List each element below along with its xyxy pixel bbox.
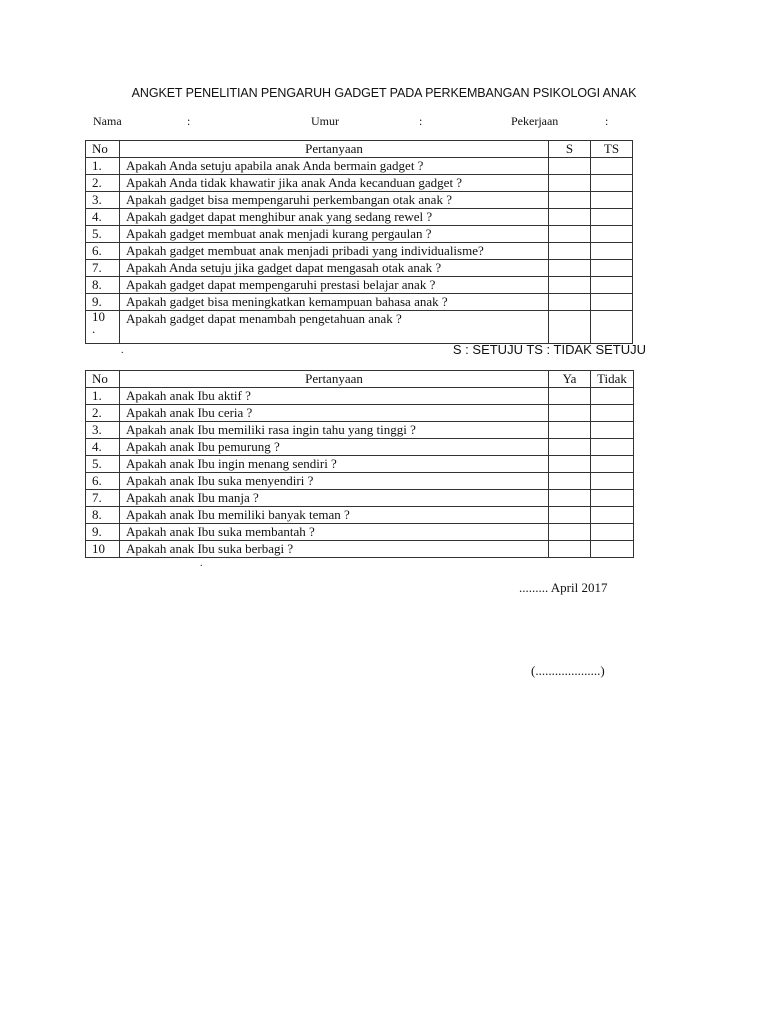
answer-cell-ya[interactable] (549, 524, 591, 541)
answer-cell-s[interactable] (549, 294, 591, 311)
answer-legend: S : SETUJU TS : TIDAK SETUJU (452, 342, 646, 357)
stray-dot: . (200, 558, 203, 569)
header-s: S (549, 141, 591, 158)
row-number: 1. (86, 388, 120, 405)
answer-cell-tidak[interactable] (591, 541, 634, 558)
table-row (86, 422, 634, 439)
row-number: 2. (86, 175, 120, 192)
answer-cell-tidak[interactable] (591, 490, 634, 507)
table-row (86, 388, 634, 405)
table-row (86, 192, 633, 209)
row-number: 3. (86, 192, 120, 209)
gadget-questions-table (85, 140, 633, 344)
answer-cell-ts[interactable] (591, 311, 633, 344)
answer-cell-ya[interactable] (549, 473, 591, 490)
answer-cell-ya[interactable] (549, 490, 591, 507)
question-text: Apakah Anda tidak khawatir jika anak Anda kecanduan gadget ? (120, 175, 549, 192)
table-row (86, 243, 633, 260)
answer-cell-s[interactable] (549, 175, 591, 192)
answer-cell-s[interactable] (549, 226, 591, 243)
question-text: Apakah Anda setuju jika gadget dapat mengasah otak anak ? (120, 260, 549, 277)
answer-cell-ya[interactable] (549, 507, 591, 524)
row-number: 3. (86, 422, 120, 439)
answer-cell-tidak[interactable] (591, 439, 634, 456)
question-text: Apakah anak Ibu memiliki banyak teman ? (120, 507, 549, 524)
answer-cell-tidak[interactable] (591, 388, 634, 405)
question-text: Apakah anak Ibu ingin menang sendiri ? (120, 456, 549, 473)
table-row (86, 260, 633, 277)
header-ts: TS (591, 141, 633, 158)
row-number: 7. (86, 490, 120, 507)
answer-cell-ts[interactable] (591, 192, 633, 209)
row-number: 1. (86, 158, 120, 175)
question-text: Apakah anak Ibu aktif ? (120, 388, 549, 405)
table-row (86, 439, 634, 456)
header-no: No (86, 141, 120, 158)
table-row (86, 311, 633, 344)
question-text: Apakah gadget dapat menghibur anak yang sedang rewel ? (120, 209, 549, 226)
table-row (86, 490, 634, 507)
nama-label: Nama (93, 114, 122, 128)
answer-cell-ya[interactable] (549, 541, 591, 558)
row-number: 5. (86, 226, 120, 243)
answer-cell-tidak[interactable] (591, 507, 634, 524)
question-text: Apakah anak Ibu suka menyendiri ? (120, 473, 549, 490)
answer-cell-tidak[interactable] (591, 405, 634, 422)
answer-cell-ya[interactable] (549, 388, 591, 405)
table-row (86, 405, 634, 422)
question-text: Apakah anak Ibu pemurung ? (120, 439, 549, 456)
answer-cell-ts[interactable] (591, 175, 633, 192)
question-text: Apakah anak Ibu suka membantah ? (120, 524, 549, 541)
answer-cell-ya[interactable] (549, 456, 591, 473)
answer-cell-tidak[interactable] (591, 473, 634, 490)
table-row (86, 158, 633, 175)
answer-cell-s[interactable] (549, 277, 591, 294)
pekerjaan-label: Pekerjaan (511, 114, 559, 128)
answer-cell-ya[interactable] (549, 422, 591, 439)
answer-cell-ts[interactable] (591, 294, 633, 311)
row-number-cell (86, 311, 120, 344)
question-text: Apakah anak Ibu ceria ? (120, 405, 549, 422)
row-number: 10 (92, 309, 105, 324)
answer-cell-ts[interactable] (591, 243, 633, 260)
answer-cell-ts[interactable] (591, 226, 633, 243)
nama-colon: : (187, 114, 191, 128)
question-text: Apakah gadget dapat mempengaruhi prestasi belajar anak ? (120, 277, 549, 294)
pekerjaan-colon: : (605, 114, 609, 128)
row-number: 6. (86, 473, 120, 490)
header-no: No (86, 371, 120, 388)
umur-colon: : (419, 114, 423, 128)
answer-cell-ts[interactable] (591, 277, 633, 294)
table-row (86, 524, 634, 541)
answer-cell-tidak[interactable] (591, 456, 634, 473)
question-text: Apakah anak Ibu memiliki rasa ingin tahu yang tinggi ? (120, 422, 549, 439)
row-number-extra: . (92, 321, 96, 336)
row-number: 9. (86, 524, 120, 541)
signature-line: (....................) (531, 663, 605, 678)
row-number: 9. (86, 294, 120, 311)
answer-cell-s[interactable] (549, 158, 591, 175)
answer-cell-ya[interactable] (549, 405, 591, 422)
stray-dot: . (121, 345, 124, 356)
question-text: Apakah gadget bisa mempengaruhi perkembangan otak anak ? (120, 192, 549, 209)
question-text: Apakah gadget dapat menambah pengetahuan anak ? (120, 311, 549, 344)
answer-cell-tidak[interactable] (591, 524, 634, 541)
table-header-row (86, 371, 634, 388)
answer-cell-s[interactable] (549, 243, 591, 260)
table-row (86, 175, 633, 192)
row-number: 4. (86, 439, 120, 456)
row-number: 7. (86, 260, 120, 277)
question-text: Apakah gadget membuat anak menjadi kurang pergaulan ? (120, 226, 549, 243)
answer-cell-s[interactable] (549, 209, 591, 226)
row-number: 2. (86, 405, 120, 422)
date-line: ......... April 2017 (519, 580, 608, 595)
row-number: 8. (86, 507, 120, 524)
child-behavior-table (85, 370, 634, 558)
table-row (86, 277, 633, 294)
answer-cell-s[interactable] (549, 192, 591, 209)
answer-cell-ya[interactable] (549, 439, 591, 456)
table-row (86, 507, 634, 524)
answer-cell-s[interactable] (549, 260, 591, 277)
row-number: 8. (86, 277, 120, 294)
table-row (86, 226, 633, 243)
table-header-row (86, 141, 633, 158)
header-tidak: Tidak (591, 371, 634, 388)
question-text: Apakah anak Ibu manja ? (120, 490, 549, 507)
row-number: 5. (86, 456, 120, 473)
header-ya: Ya (549, 371, 591, 388)
question-text: Apakah gadget bisa meningkatkan kemampuan bahasa anak ? (120, 294, 549, 311)
table-row (86, 541, 634, 558)
row-number: 4. (86, 209, 120, 226)
document-title: ANGKET PENELITIAN PENGARUH GADGET PADA PERKEMBANGAN PSIKOLOGI ANAK (131, 86, 637, 100)
question-text: Apakah anak Ibu suka berbagi ? (120, 541, 549, 558)
answer-cell-tidak[interactable] (591, 422, 634, 439)
header-pertanyaan: Pertanyaan (120, 141, 549, 158)
umur-label: Umur (311, 114, 339, 128)
question-text: Apakah gadget membuat anak menjadi pribadi yang individualisme? (120, 243, 549, 260)
table-row (86, 209, 633, 226)
table-row (86, 473, 634, 490)
table-row (86, 294, 633, 311)
table-row (86, 456, 634, 473)
answer-cell-ts[interactable] (591, 209, 633, 226)
answer-cell-ts[interactable] (591, 158, 633, 175)
row-number: 6. (86, 243, 120, 260)
row-number: 10 (86, 541, 120, 558)
question-text: Apakah Anda setuju apabila anak Anda bermain gadget ? (120, 158, 549, 175)
answer-cell-ts[interactable] (591, 260, 633, 277)
answer-cell-s[interactable] (549, 311, 591, 344)
header-pertanyaan: Pertanyaan (120, 371, 549, 388)
